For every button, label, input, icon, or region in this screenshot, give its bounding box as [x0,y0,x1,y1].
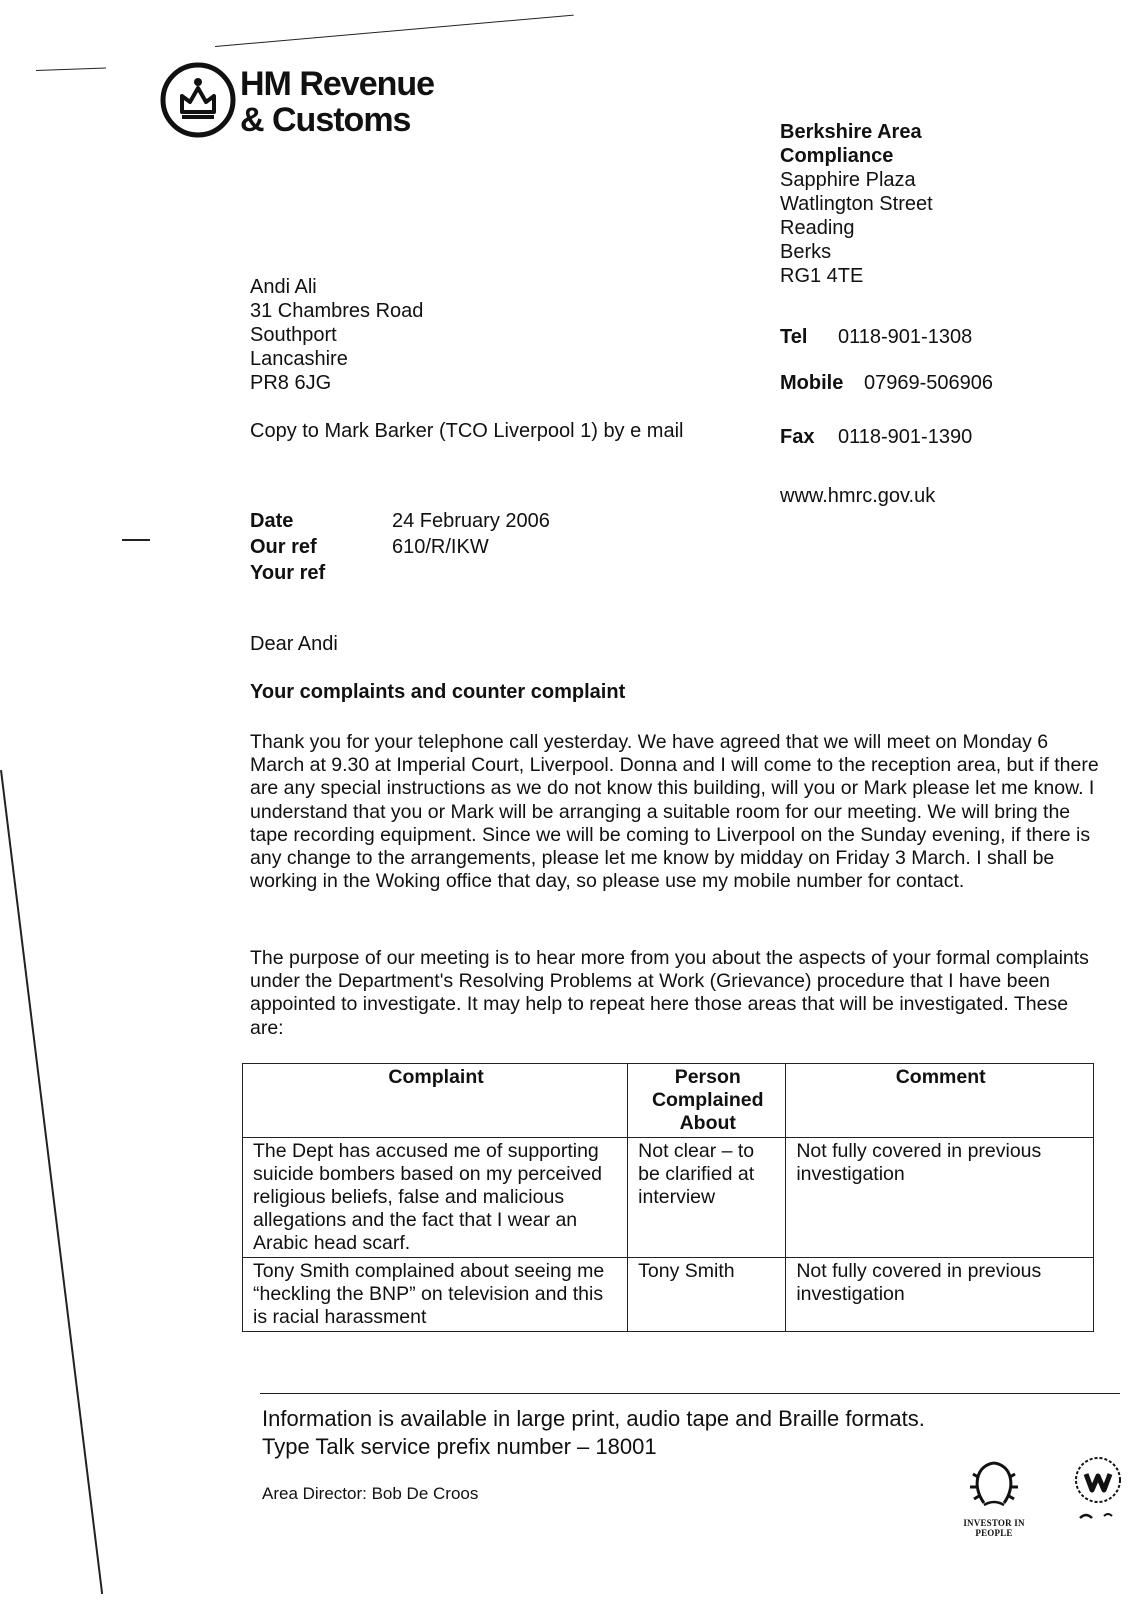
recipient-line-4: PR8 6JG [250,372,332,394]
office-line-1: Berkshire Area [780,121,922,143]
footer-info-line-1: Information is available in large print, audio tape and Braille formats. [262,1406,925,1431]
disability-symbol-logo [1068,1450,1128,1530]
office-line-5: Reading [780,217,855,239]
date-row [250,508,550,534]
cell-person: Tony Smith [628,1258,786,1332]
footer-info-line-2: Type Talk service prefix number – 18001 [262,1434,657,1459]
scan-artifact-left-short [36,68,106,71]
cell-complaint: The Dept has accused me of supporting suicide bombers based on my perceived religious beliefs, false and malicious allegations and the fact that I wear an Arabic head scarf. [243,1138,628,1258]
recipient-name: Andi Ali [250,276,317,298]
our-ref-label: Our ref [250,536,317,558]
salutation: Dear Andi [250,633,338,655]
scan-artifact-top [215,15,574,47]
tel-label: Tel [780,326,808,348]
header-complaint: Complaint [243,1064,628,1138]
our-ref-value: 610/R/IKW [392,536,489,558]
body-paragraph-2: The purpose of our meeting is to hear more from you about the aspects of your formal complaints under the Department's Resolving Problems at Work (Grievance) procedure that I have been appointed to investigate. It may help to repeat here those areas that will be investigated. These are: [250,947,1089,1039]
recipient-line-1: 31 Chambres Road [250,300,424,322]
tel-number: 0118-901-1308 [838,326,973,348]
contact-fax [780,426,972,449]
investor-in-people-logo [944,1457,1044,1538]
office-line-2: Compliance [780,145,894,167]
fax-number: 0118-901-1390 [838,426,973,448]
iip-label: INVESTOR IN PEOPLE [963,1518,1025,1538]
date-value: 24 February 2006 [392,510,550,532]
hmrc-crown-logo [160,62,236,138]
recipient-line-3: Lancashire [250,348,348,370]
scan-artifact-left-edge [0,770,103,1594]
cell-comment: Not fully covered in previous investigation [786,1138,1094,1258]
area-director: Area Director: Bob De Croos [262,1484,479,1503]
your-ref-row [250,560,550,586]
cell-complaint: Tony Smith complained about seeing me “heckling the BNP” on television and this is racial harassment [243,1258,628,1332]
table-header-row [243,1064,1094,1138]
contact-tel [780,326,972,349]
cell-person: Not clear – to be clarified at interview [628,1138,786,1258]
office-line-3: Sapphire Plaza [780,169,916,191]
laurel-wreath-icon [966,1457,1022,1513]
recipient-line-2: Southport [250,324,337,346]
subject-heading: Your complaints and counter complaint [250,681,626,703]
body-paragraph-1: Thank you for your telephone call yesterday. We have agreed that we will meet on Monday 6 March at 9.30 at Imperial Court, Liverpool. Donna and I will come to the reception area, but if there are any special instructions as we do not know this building, will you or Mark please let me know. I understand that you or Mark will be arranging a suitable room for our meeting. We will bring the tape recording equipment. Since we will be coming to Liverpool on the Sunday evening, if there is any change to the arrangements, please let me know by midday on Friday 3 March. I shall be working in the Woking office that day, so please use my mobile number for contact. [250,731,1099,893]
hmrc-logo-text [240,66,434,138]
logo-line-1: HM Revenue [240,65,435,103]
cell-comment: Not fully covered in previous investigation [786,1258,1094,1332]
table-row [243,1138,1094,1258]
copy-to: Copy to Mark Barker (TCO Liverpool 1) by e mail [250,420,684,442]
mobile-label: Mobile [780,372,844,394]
complaints-table [242,1063,1094,1332]
mobile-number: 07969-506906 [864,372,994,394]
office-line-4: Watlington Street [780,193,933,215]
office-line-6: Berks [780,241,832,263]
office-line-7: RG1 4TE [780,265,864,287]
contact-mobile [780,372,993,395]
header-comment: Comment [786,1064,1094,1138]
fax-label: Fax [780,426,815,448]
letter-meta [250,508,550,586]
table-row [243,1258,1094,1332]
website: www.hmrc.gov.uk [780,485,936,507]
our-ref-row [250,534,550,560]
scan-artifact-dash [122,539,150,541]
footer-divider [260,1393,1120,1394]
header-person: Person Complained About [628,1064,786,1138]
office-address [780,120,933,288]
date-label: Date [250,510,294,532]
your-ref-label: Your ref [250,562,326,584]
logo-line-2: & Customs [240,101,411,139]
recipient-address [250,275,423,395]
footer-info [262,1405,925,1461]
